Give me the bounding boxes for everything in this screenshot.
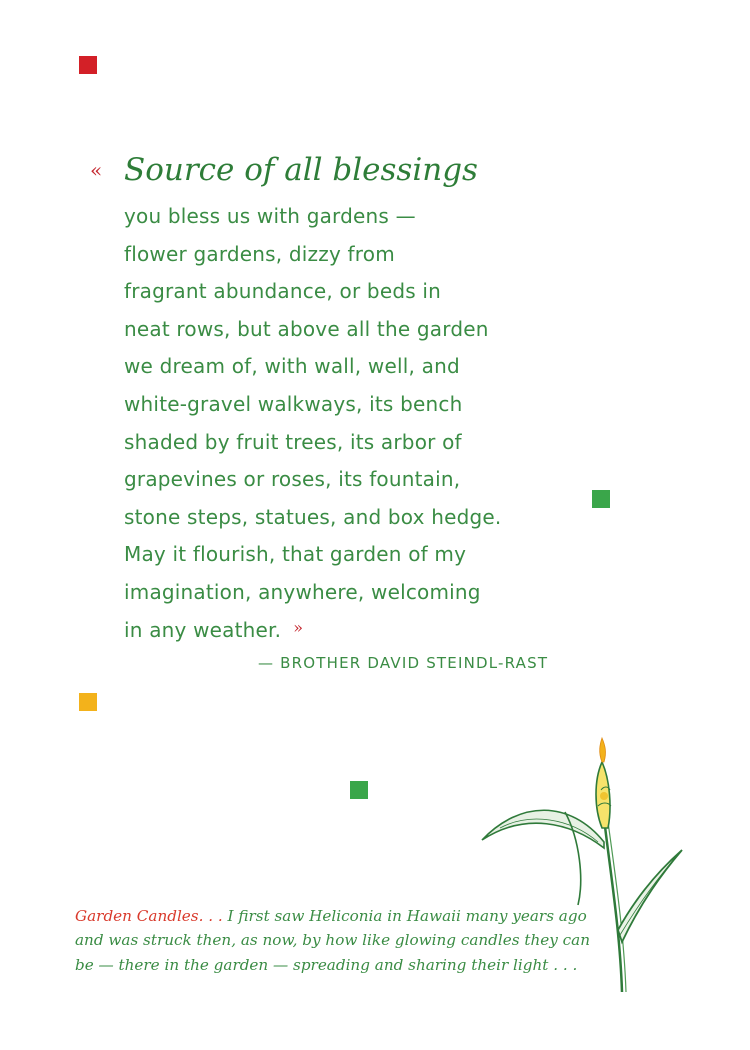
red-square-decoration xyxy=(79,56,97,74)
poem-line: May it flourish, that garden of my xyxy=(124,542,467,567)
poem-body xyxy=(124,198,501,650)
open-quote-mark: « xyxy=(90,158,100,182)
poem-line: neat rows, but above all the garden xyxy=(124,316,489,341)
poem-line: white-gravel walkways, its bench xyxy=(124,391,463,416)
caption-line: be — there in the garden — spreading and sharing their light . . . xyxy=(75,955,578,974)
heliconia-flower-illustration xyxy=(470,730,690,1000)
poem-line: you bless us with gardens — xyxy=(124,204,416,228)
poem-line: stone steps, statues, and box hedge. xyxy=(124,504,502,529)
caption-title: Garden Candles. . . xyxy=(75,907,223,925)
green-square-decoration xyxy=(592,490,610,508)
poem-line: in any weather. xyxy=(124,617,282,642)
poem-line: flower gardens, dizzy from xyxy=(124,241,395,266)
poem-line: fragrant abundance, or beds in xyxy=(124,279,442,304)
close-quote-mark: » xyxy=(293,617,300,637)
poem-line: we dream of, with wall, well, and xyxy=(124,354,460,379)
caption-line: and was struck then, as now, by how like glowing candles they can xyxy=(75,931,590,950)
caption-text: I first saw Heliconia in Hawaii many years ago xyxy=(222,907,587,925)
poem-line: shaded by fruit trees, its arbor of xyxy=(124,429,462,454)
green-square-decoration xyxy=(350,781,368,799)
quote-title: Source of all blessings xyxy=(124,152,478,188)
poem-line-last xyxy=(124,612,501,651)
poem-line: grapevines or roses, its fountain, xyxy=(124,467,461,492)
poem-line: imagination, anywhere, welcoming xyxy=(124,579,481,604)
quote-attribution: — BROTHER DAVID STEINDL-RAST xyxy=(258,654,549,672)
orange-square-decoration xyxy=(79,693,97,711)
